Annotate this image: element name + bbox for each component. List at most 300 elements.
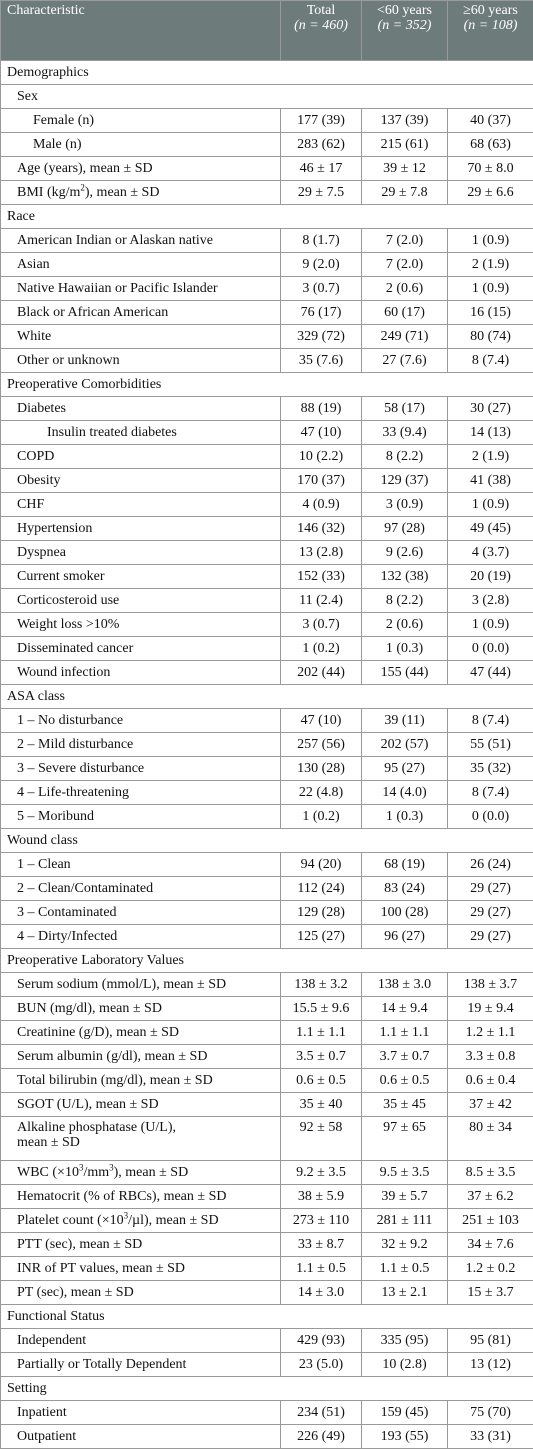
row-label	[1, 733, 281, 757]
row-label-text: Disseminated cancer	[17, 641, 133, 656]
row-label-text: Inpatient	[17, 1405, 67, 1420]
row-label	[1, 853, 281, 877]
cell-total: 3.5 ± 0.7	[281, 1045, 362, 1069]
row-label	[1, 709, 281, 733]
cell-lt60: 3 (0.9)	[362, 493, 448, 517]
table-row	[1, 253, 533, 277]
table-row	[1, 541, 533, 565]
cell-lt60: 60 (17)	[362, 301, 448, 325]
row-label	[1, 757, 281, 781]
cell-total: 15.5 ± 9.6	[281, 997, 362, 1021]
cell-lt60: 7 (2.0)	[362, 229, 448, 253]
table-row	[1, 1117, 533, 1161]
cell-lt60: 137 (39)	[362, 109, 448, 133]
section-row	[1, 685, 533, 709]
row-label	[1, 1257, 281, 1281]
section-row	[1, 829, 533, 853]
cell-total: 33 ± 8.7	[281, 1233, 362, 1257]
row-label	[1, 253, 281, 277]
cell-ge60: 0 (0.0)	[448, 805, 533, 829]
row-label	[1, 397, 281, 421]
cell-ge60: 8 (7.4)	[448, 781, 533, 805]
cell-lt60: 193 (55)	[362, 1425, 448, 1449]
cell-lt60: 13 ± 2.1	[362, 1281, 448, 1305]
cell-lt60: 155 (44)	[362, 661, 448, 685]
cell-total: 47 (10)	[281, 709, 362, 733]
row-label	[1, 445, 281, 469]
cell-total: 1 (0.2)	[281, 805, 362, 829]
header-total-n: (n = 460)	[281, 18, 361, 33]
table-row	[1, 493, 533, 517]
row-label	[1, 493, 281, 517]
section-label	[1, 1305, 533, 1329]
cell-total: 202 (44)	[281, 661, 362, 685]
row-label	[1, 973, 281, 997]
cell-total: 130 (28)	[281, 757, 362, 781]
row-label-text: 4 – Life-threatening	[17, 785, 129, 800]
row-label	[1, 1045, 281, 1069]
table-row	[1, 181, 533, 205]
table-row	[1, 1069, 533, 1093]
row-label	[1, 661, 281, 685]
cell-total: 38 ± 5.9	[281, 1185, 362, 1209]
section-row	[1, 373, 533, 397]
cell-ge60: 29 (27)	[448, 925, 533, 949]
cell-total: 23 (5.0)	[281, 1353, 362, 1377]
cell-lt60: 27 (7.6)	[362, 349, 448, 373]
cell-total: 170 (37)	[281, 469, 362, 493]
cell-ge60: 0.6 ± 0.4	[448, 1069, 533, 1093]
cell-ge60: 251 ± 103	[448, 1209, 533, 1233]
table-row	[1, 349, 533, 373]
cell-ge60: 49 (45)	[448, 517, 533, 541]
cell-total: 4 (0.9)	[281, 493, 362, 517]
cell-ge60: 4 (3.7)	[448, 541, 533, 565]
cell-ge60: 3.3 ± 0.8	[448, 1045, 533, 1069]
cell-lt60: 14 ± 9.4	[362, 997, 448, 1021]
table-row	[1, 1045, 533, 1069]
row-label-text: Serum sodium (mmol/L), mean ± SD	[17, 977, 226, 992]
cell-total: 429 (93)	[281, 1329, 362, 1353]
cell-ge60: 14 (13)	[448, 421, 533, 445]
cell-lt60: 2 (0.6)	[362, 277, 448, 301]
cell-ge60: 33 (31)	[448, 1425, 533, 1449]
row-label	[1, 1021, 281, 1045]
table-row	[1, 1233, 533, 1257]
table-row	[1, 445, 533, 469]
cell-ge60: 1 (0.9)	[448, 229, 533, 253]
cell-total: 8 (1.7)	[281, 229, 362, 253]
cell-lt60: 97 (28)	[362, 517, 448, 541]
cell-ge60: 68 (63)	[448, 133, 533, 157]
section-row	[1, 1377, 533, 1401]
cell-ge60: 8.5 ± 3.5	[448, 1161, 533, 1185]
row-label	[1, 1281, 281, 1305]
table-row	[1, 1161, 533, 1185]
cell-ge60: 40 (37)	[448, 109, 533, 133]
row-label-text: American Indian or Alaskan native	[17, 233, 213, 248]
cell-ge60: 80 (74)	[448, 325, 533, 349]
cell-ge60: 2 (1.9)	[448, 253, 533, 277]
row-label	[1, 1329, 281, 1353]
row-label	[1, 637, 281, 661]
cell-ge60: 70 ± 8.0	[448, 157, 533, 181]
row-label	[1, 1401, 281, 1425]
row-label-text: Native Hawaiian or Pacific Islander	[17, 281, 218, 296]
row-label	[1, 1161, 281, 1185]
cell-total: 3 (0.7)	[281, 613, 362, 637]
row-label-text: Preoperative Laboratory Values	[7, 953, 184, 968]
cell-ge60: 3 (2.8)	[448, 589, 533, 613]
cell-total: 283 (62)	[281, 133, 362, 157]
row-label-text: Black or African American	[17, 305, 168, 320]
header-total	[281, 1, 362, 61]
cell-total: 329 (72)	[281, 325, 362, 349]
row-label-text: PTT (sec), mean ± SD	[17, 1237, 142, 1252]
section-row	[1, 205, 533, 229]
row-label-text: Wound infection	[17, 665, 110, 680]
cell-total: 138 ± 3.2	[281, 973, 362, 997]
row-label	[1, 133, 281, 157]
section-label	[1, 1377, 533, 1401]
table-row	[1, 613, 533, 637]
superscript: 3	[124, 1210, 129, 1220]
table-row	[1, 157, 533, 181]
row-label	[1, 109, 281, 133]
row-label-text: White	[17, 329, 51, 344]
header-ge60-label: ≥60 years	[463, 3, 518, 18]
table-row	[1, 637, 533, 661]
table-row	[1, 229, 533, 253]
row-label	[1, 1093, 281, 1117]
cell-lt60: 68 (19)	[362, 853, 448, 877]
table-row	[1, 853, 533, 877]
table-row	[1, 805, 533, 829]
cell-lt60: 10 (2.8)	[362, 1353, 448, 1377]
cell-ge60: 1.2 ± 1.1	[448, 1021, 533, 1045]
cell-lt60: 2 (0.6)	[362, 613, 448, 637]
table-row	[1, 877, 533, 901]
row-label-text: 5 – Moribund	[17, 809, 94, 824]
row-label-text: 2 – Clean/Contaminated	[17, 881, 153, 896]
cell-ge60: 37 ± 42	[448, 1093, 533, 1117]
cell-ge60: 19 ± 9.4	[448, 997, 533, 1021]
cell-total: 129 (28)	[281, 901, 362, 925]
row-label-text: Age (years), mean ± SD	[17, 161, 153, 176]
table-row	[1, 757, 533, 781]
cell-lt60: 9.5 ± 3.5	[362, 1161, 448, 1185]
row-label-text: Corticosteroid use	[17, 593, 119, 608]
row-label	[1, 1069, 281, 1093]
section-label	[1, 829, 533, 853]
cell-total: 234 (51)	[281, 1401, 362, 1425]
table-body	[1, 61, 533, 1449]
row-label-text: ), mean ± SD	[114, 1165, 189, 1180]
section-label	[1, 61, 533, 85]
superscript: 2	[80, 182, 85, 192]
cell-lt60: 132 (38)	[362, 565, 448, 589]
cell-ge60: 26 (24)	[448, 853, 533, 877]
row-label	[1, 1185, 281, 1209]
header-lt60-label: <60 years	[377, 3, 432, 18]
row-label-text: 1 – Clean	[17, 857, 71, 872]
section-row	[1, 61, 533, 85]
cell-total: 22 (4.8)	[281, 781, 362, 805]
row-label-text: Male (n)	[33, 137, 82, 152]
table-row	[1, 781, 533, 805]
header-lt60	[362, 1, 448, 61]
row-label	[1, 277, 281, 301]
table-row	[1, 1257, 533, 1281]
cell-lt60: 97 ± 65	[362, 1117, 448, 1161]
cell-total: 112 (24)	[281, 877, 362, 901]
row-label-text: Functional Status	[7, 1309, 105, 1324]
row-label-text: Platelet count (×10	[17, 1213, 124, 1228]
row-label-text: 3 – Contaminated	[17, 905, 117, 920]
cell-total: 177 (39)	[281, 109, 362, 133]
section-label	[1, 949, 533, 973]
cell-total: 1.1 ± 0.5	[281, 1257, 362, 1281]
cell-total: 35 (7.6)	[281, 349, 362, 373]
table-row	[1, 925, 533, 949]
row-label	[1, 997, 281, 1021]
row-label-text: Creatinine (g/D), mean ± SD	[17, 1025, 179, 1040]
cell-lt60: 95 (27)	[362, 757, 448, 781]
superscript: 3	[79, 1162, 84, 1172]
row-label-text: WBC (×10	[17, 1165, 79, 1180]
cell-lt60: 138 ± 3.0	[362, 973, 448, 997]
header-total-label: Total	[307, 3, 336, 18]
cell-ge60: 8 (7.4)	[448, 349, 533, 373]
section-label	[1, 85, 533, 109]
table-row	[1, 133, 533, 157]
cell-lt60: 1 (0.3)	[362, 805, 448, 829]
row-label-text: mean ± SD	[17, 1135, 280, 1150]
header-ge60-n: (n = 108)	[448, 18, 533, 33]
table-row	[1, 1021, 533, 1045]
table-row	[1, 661, 533, 685]
row-label-text: 4 – Dirty/Infected	[17, 929, 117, 944]
row-label-text: SGOT (U/L), mean ± SD	[17, 1097, 159, 1112]
header-characteristic: Characteristic	[1, 1, 281, 61]
row-label-text: Insulin treated diabetes	[47, 425, 177, 440]
cell-total: 88 (19)	[281, 397, 362, 421]
row-label-text: Other or unknown	[17, 353, 120, 368]
cell-lt60: 3.7 ± 0.7	[362, 1045, 448, 1069]
cell-ge60: 29 ± 6.6	[448, 181, 533, 205]
row-label-text: Sex	[17, 89, 38, 104]
table-header	[1, 1, 533, 61]
table-row	[1, 733, 533, 757]
cell-lt60: 100 (28)	[362, 901, 448, 925]
cell-ge60: 20 (19)	[448, 565, 533, 589]
row-label-text: Alkaline phosphatase (U/L),	[17, 1120, 176, 1135]
row-label-text: COPD	[17, 449, 54, 464]
row-label	[1, 157, 281, 181]
cell-ge60: 95 (81)	[448, 1329, 533, 1353]
row-label-text: /mm	[83, 1165, 109, 1180]
cell-lt60: 58 (17)	[362, 397, 448, 421]
table-row	[1, 565, 533, 589]
cell-ge60: 29 (27)	[448, 901, 533, 925]
cell-lt60: 9 (2.6)	[362, 541, 448, 565]
table-row	[1, 109, 533, 133]
row-label	[1, 901, 281, 925]
row-label-text: Race	[7, 209, 35, 224]
cell-lt60: 96 (27)	[362, 925, 448, 949]
table-row	[1, 709, 533, 733]
row-label-text: Preoperative Comorbidities	[7, 377, 161, 392]
cell-total: 125 (27)	[281, 925, 362, 949]
table-row	[1, 517, 533, 541]
cell-lt60: 8 (2.2)	[362, 589, 448, 613]
cell-ge60: 29 (27)	[448, 877, 533, 901]
section-row	[1, 1305, 533, 1329]
superscript: 3	[109, 1162, 114, 1172]
cell-ge60: 30 (27)	[448, 397, 533, 421]
cell-ge60: 2 (1.9)	[448, 445, 533, 469]
row-label-text: 1 – No disturbance	[17, 713, 123, 728]
row-label	[1, 1117, 281, 1161]
row-label-text: BUN (mg/dl), mean ± SD	[17, 1001, 162, 1016]
cell-ge60: 1 (0.9)	[448, 613, 533, 637]
table-row	[1, 973, 533, 997]
table-row	[1, 1329, 533, 1353]
row-label	[1, 181, 281, 205]
cell-lt60: 39 ± 12	[362, 157, 448, 181]
cell-total: 35 ± 40	[281, 1093, 362, 1117]
cell-ge60: 15 ± 3.7	[448, 1281, 533, 1305]
row-label-text: BMI (kg/m	[17, 185, 80, 200]
cell-lt60: 39 (11)	[362, 709, 448, 733]
row-label	[1, 925, 281, 949]
table-row	[1, 397, 533, 421]
row-label	[1, 877, 281, 901]
cell-ge60: 80 ± 34	[448, 1117, 533, 1161]
cell-total: 273 ± 110	[281, 1209, 362, 1233]
row-label	[1, 613, 281, 637]
cell-lt60: 249 (71)	[362, 325, 448, 349]
row-label-text: Independent	[17, 1333, 86, 1348]
row-label	[1, 1425, 281, 1449]
row-label	[1, 781, 281, 805]
cell-lt60: 14 (4.0)	[362, 781, 448, 805]
row-label	[1, 301, 281, 325]
table-row	[1, 469, 533, 493]
row-label-text: Partially or Totally Dependent	[17, 1357, 186, 1372]
cell-total: 92 ± 58	[281, 1117, 362, 1161]
row-label-text: Demographics	[7, 65, 89, 80]
cell-lt60: 202 (57)	[362, 733, 448, 757]
table-row	[1, 1353, 533, 1377]
cell-total: 10 (2.2)	[281, 445, 362, 469]
cell-ge60: 55 (51)	[448, 733, 533, 757]
cell-total: 11 (2.4)	[281, 589, 362, 613]
cell-ge60: 0 (0.0)	[448, 637, 533, 661]
table-row	[1, 1209, 533, 1233]
section-row	[1, 949, 533, 973]
row-label-text: Dyspnea	[17, 545, 66, 560]
cell-total: 146 (32)	[281, 517, 362, 541]
cell-lt60: 1 (0.3)	[362, 637, 448, 661]
row-label-text: INR of PT values, mean ± SD	[17, 1261, 185, 1276]
cell-total: 9.2 ± 3.5	[281, 1161, 362, 1185]
cell-lt60: 1.1 ± 1.1	[362, 1021, 448, 1045]
header-lt60-n: (n = 352)	[362, 18, 447, 33]
cell-total: 13 (2.8)	[281, 541, 362, 565]
cell-ge60: 138 ± 3.7	[448, 973, 533, 997]
cell-lt60: 7 (2.0)	[362, 253, 448, 277]
row-label-text: ASA class	[7, 689, 65, 704]
row-label	[1, 229, 281, 253]
cell-total: 0.6 ± 0.5	[281, 1069, 362, 1093]
cell-lt60: 1.1 ± 0.5	[362, 1257, 448, 1281]
row-label-text: Diabetes	[17, 401, 66, 416]
cell-lt60: 32 ± 9.2	[362, 1233, 448, 1257]
row-label-text: ), mean ± SD	[85, 185, 160, 200]
cell-ge60: 16 (15)	[448, 301, 533, 325]
cell-total: 9 (2.0)	[281, 253, 362, 277]
table-row	[1, 901, 533, 925]
section-row	[1, 85, 533, 109]
row-label-text: Female (n)	[33, 113, 94, 128]
table-row	[1, 1425, 533, 1449]
table-row	[1, 589, 533, 613]
cell-total: 47 (10)	[281, 421, 362, 445]
cell-ge60: 8 (7.4)	[448, 709, 533, 733]
cell-lt60: 0.6 ± 0.5	[362, 1069, 448, 1093]
section-label	[1, 205, 533, 229]
row-label-text: 3 – Severe disturbance	[17, 761, 144, 776]
table-row	[1, 277, 533, 301]
cell-total: 152 (33)	[281, 565, 362, 589]
row-label-text: 2 – Mild disturbance	[17, 737, 133, 752]
cell-ge60: 1 (0.9)	[448, 277, 533, 301]
cell-lt60: 335 (95)	[362, 1329, 448, 1353]
row-label	[1, 565, 281, 589]
cell-ge60: 13 (12)	[448, 1353, 533, 1377]
cell-lt60: 215 (61)	[362, 133, 448, 157]
cell-ge60: 34 ± 7.6	[448, 1233, 533, 1257]
cell-ge60: 1 (0.9)	[448, 493, 533, 517]
row-label-text: Total bilirubin (mg/dl), mean ± SD	[17, 1073, 213, 1088]
row-label	[1, 1353, 281, 1377]
cell-lt60: 33 (9.4)	[362, 421, 448, 445]
cell-lt60: 281 ± 111	[362, 1209, 448, 1233]
row-label-text: PT (sec), mean ± SD	[17, 1285, 134, 1300]
cell-total: 3 (0.7)	[281, 277, 362, 301]
row-label-text: Obesity	[17, 473, 61, 488]
row-label-text: Current smoker	[17, 569, 104, 584]
cell-lt60: 29 ± 7.8	[362, 181, 448, 205]
section-label	[1, 685, 533, 709]
row-label-text: Hypertension	[17, 521, 92, 536]
cell-ge60: 47 (44)	[448, 661, 533, 685]
table-row	[1, 1401, 533, 1425]
cell-total: 76 (17)	[281, 301, 362, 325]
row-label-text: Serum albumin (g/dl), mean ± SD	[17, 1049, 207, 1064]
cell-lt60: 159 (45)	[362, 1401, 448, 1425]
cell-lt60: 8 (2.2)	[362, 445, 448, 469]
row-label	[1, 589, 281, 613]
cell-ge60: 41 (38)	[448, 469, 533, 493]
cell-total: 1 (0.2)	[281, 637, 362, 661]
cell-ge60: 1.2 ± 0.2	[448, 1257, 533, 1281]
cell-total: 29 ± 7.5	[281, 181, 362, 205]
table-row	[1, 421, 533, 445]
row-label-text: Setting	[7, 1381, 47, 1396]
row-label	[1, 1233, 281, 1257]
